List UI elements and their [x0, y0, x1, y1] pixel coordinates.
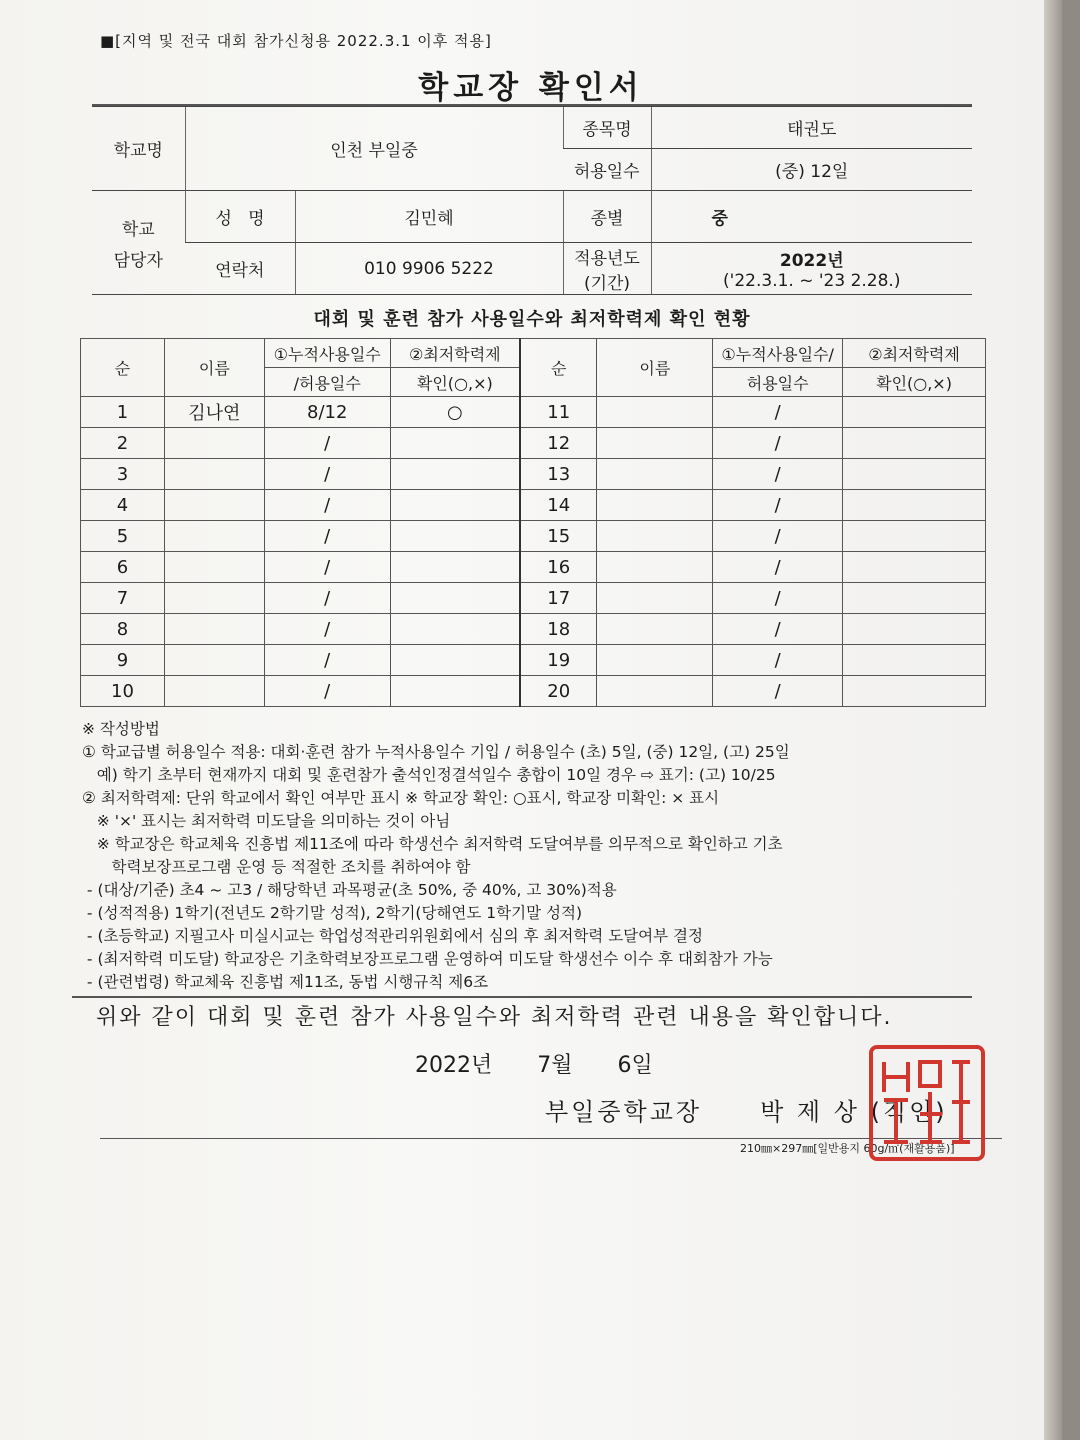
manager-label — [92, 191, 185, 295]
row-days-right: / — [713, 428, 843, 459]
row-days-right: / — [713, 521, 843, 552]
row-days-right: / — [713, 583, 843, 614]
row-check-left — [390, 521, 520, 552]
header-name-left: 이름 — [164, 339, 264, 397]
row-check-left — [390, 490, 520, 521]
row-days-right: / — [713, 459, 843, 490]
row-check-left — [390, 459, 520, 490]
row-days-left: 8/12 — [264, 397, 390, 428]
row-name-left: 김나연 — [164, 397, 264, 428]
school-label: 학교명 — [92, 107, 185, 191]
row-days-right: / — [713, 552, 843, 583]
row-number-left: 7 — [81, 583, 165, 614]
row-name-left — [164, 583, 264, 614]
row-number-right: 12 — [520, 428, 597, 459]
row-name-right — [597, 397, 713, 428]
note-line: - (관련법령) 학교체육 진흥법 제11조, 동법 시행규칙 제6조 — [82, 973, 489, 991]
paper-edge — [1044, 0, 1062, 1440]
row-check-right — [843, 552, 986, 583]
note-line: - (최저학력 미도달) 학교장은 기초학력보장프로그램 운영하여 미도달 학생선수 이수 후 대회참가 가능 — [82, 950, 773, 968]
note-line: ※ '×' 표시는 최저학력 미도달을 의미하는 것이 아님 — [82, 812, 451, 830]
period-label-line1: 적용년도 — [574, 248, 640, 269]
row-check-left — [390, 583, 520, 614]
type-value: 중 — [651, 191, 972, 243]
row-number-right: 13 — [520, 459, 597, 490]
row-name-left — [164, 521, 264, 552]
row-name-left — [164, 459, 264, 490]
school-value: 인천 부일중 — [185, 107, 563, 191]
date-year: 2022년 — [415, 1053, 493, 1078]
official-seal — [866, 1042, 988, 1164]
header-days-right-2: 허용일수 — [713, 368, 843, 397]
row-name-left — [164, 645, 264, 676]
row-number-left: 3 — [81, 459, 165, 490]
row-days-right: / — [713, 490, 843, 521]
note-line: ② 최저학력제: 단위 학교에서 확인 여부만 표시 ※ 학교장 확인: ○표시, 학교장 미확인: × 표시 — [82, 789, 720, 807]
header-check-left-1: ②최저학력제 — [390, 339, 520, 368]
row-days-left: / — [264, 428, 390, 459]
row-number-left: 5 — [81, 521, 165, 552]
row-number-left: 6 — [81, 552, 165, 583]
row-check-right — [843, 459, 986, 490]
footer-note: 210㎜×297㎜[일반용지 60g/㎡(재활용품)] — [740, 1142, 955, 1155]
row-number-right: 14 — [520, 490, 597, 521]
manager-label-line2: 담당자 — [113, 250, 163, 271]
period-range: ('22.3.1. ~ '23 2.28.) — [723, 271, 901, 291]
header-note: ■[지역 및 전국 대회 참가신청용 2022.3.1 이후 적용] — [100, 32, 492, 50]
row-name-left — [164, 676, 264, 707]
allowed-label: 허용일수 — [563, 149, 651, 191]
row-number-left: 10 — [81, 676, 165, 707]
row-days-right: / — [713, 397, 843, 428]
note-line: ① 학교급별 허용일수 적용: 대회·훈련 참가 누적사용일수 기입 / 허용일수 (초) 5일, (중) 12일, (고) 25일 — [82, 743, 790, 761]
row-number-left: 9 — [81, 645, 165, 676]
signature-name: 박 제 상 — [760, 1098, 860, 1126]
row-name-left — [164, 428, 264, 459]
row-days-right: / — [713, 614, 843, 645]
status-table — [80, 338, 986, 707]
header-check-right-1: ②최저학력제 — [843, 339, 986, 368]
allowed-value: (중) 12일 — [651, 149, 972, 191]
row-number-right: 18 — [520, 614, 597, 645]
row-name-right — [597, 645, 713, 676]
row-check-right — [843, 676, 986, 707]
row-check-left: ○ — [390, 397, 520, 428]
row-check-left — [390, 428, 520, 459]
header-days-right-1: ①누적사용일수/ — [713, 339, 843, 368]
header-days-left-1: ①누적사용일수 — [264, 339, 390, 368]
row-name-right — [597, 490, 713, 521]
table-row — [81, 397, 986, 428]
table-row — [81, 552, 986, 583]
row-check-left — [390, 552, 520, 583]
row-days-left: / — [264, 459, 390, 490]
contact-label: 연락처 — [185, 243, 295, 295]
row-check-left — [390, 645, 520, 676]
row-name-right — [597, 614, 713, 645]
date — [415, 1048, 691, 1079]
row-name-right — [597, 583, 713, 614]
row-check-right — [843, 521, 986, 552]
row-days-left: / — [264, 583, 390, 614]
page-title: 학교장 확인서 — [418, 70, 644, 106]
note-line: - (성적적용) 1학기(전년도 2학기말 성적), 2학기(당해연도 1학기말 성적) — [82, 904, 582, 922]
row-check-right — [843, 614, 986, 645]
header-check-right-2: 확인(○,×) — [843, 368, 986, 397]
confirm-text: 위와 같이 대회 및 훈련 참가 사용일수와 최저학력 관련 내용을 확인합니다. — [96, 1005, 893, 1030]
row-days-left: / — [264, 552, 390, 583]
sport-label: 종목명 — [563, 107, 651, 149]
table-row — [81, 459, 986, 490]
row-number-left: 2 — [81, 428, 165, 459]
signature-seal-word: (직인) — [870, 1098, 948, 1126]
header-days-left-2: /허용일수 — [264, 368, 390, 397]
period-value — [651, 243, 972, 295]
row-name-left — [164, 552, 264, 583]
row-number-left: 4 — [81, 490, 165, 521]
row-check-left — [390, 676, 520, 707]
notes — [82, 718, 1002, 994]
note-line: - (초등학교) 지필고사 미실시교는 학업성적관리위원회에서 심의 후 최저학력 도달여부 결정 — [82, 927, 703, 945]
row-name-right — [597, 676, 713, 707]
row-days-left: / — [264, 645, 390, 676]
info-table — [92, 106, 972, 295]
row-number-right: 20 — [520, 676, 597, 707]
note-line: 학력보장프로그램 운영 등 적절한 조치를 취하여야 함 — [82, 858, 471, 876]
row-name-right — [597, 459, 713, 490]
row-days-left: / — [264, 490, 390, 521]
table-title: 대회 및 훈련 참가 사용일수와 최저학력제 확인 현황 — [313, 309, 751, 330]
table-row — [81, 583, 986, 614]
row-check-right — [843, 583, 986, 614]
date-day: 6일 — [617, 1053, 653, 1078]
row-name-left — [164, 490, 264, 521]
row-number-right: 11 — [520, 397, 597, 428]
row-name-right — [597, 428, 713, 459]
row-check-right — [843, 490, 986, 521]
table-row — [81, 521, 986, 552]
table-row — [81, 428, 986, 459]
note-line: 예) 학기 초부터 현재까지 대회 및 훈련참가 출석인정결석일수 총합이 10일 경우 ⇨ 표기: (고) 10/25 — [82, 766, 776, 784]
note-line: ※ 학교장은 학교체육 진흥법 제11조에 따라 학생선수 최저학력 도달여부를 의무적으로 확인하고 기초 — [82, 835, 783, 853]
row-check-right — [843, 397, 986, 428]
signature-school: 부일중학교장 — [545, 1098, 703, 1126]
header-no-right: 순 — [520, 339, 597, 397]
sport-value: 태권도 — [651, 107, 972, 149]
row-number-left: 8 — [81, 614, 165, 645]
note-line: ※ 작성방법 — [82, 720, 160, 738]
row-check-left — [390, 614, 520, 645]
table-row — [81, 490, 986, 521]
row-check-right — [843, 645, 986, 676]
period-label-line2: (기간) — [583, 273, 631, 294]
table-row — [81, 645, 986, 676]
date-month: 7월 — [537, 1053, 573, 1078]
row-days-left: / — [264, 614, 390, 645]
period-year: 2022년 — [779, 251, 844, 271]
header-no-left: 순 — [81, 339, 165, 397]
header-name-right: 이름 — [597, 339, 713, 397]
type-label: 종별 — [563, 191, 651, 243]
row-name-right — [597, 521, 713, 552]
name-value: 김민혜 — [295, 191, 563, 243]
period-label — [563, 243, 651, 295]
row-number-right: 16 — [520, 552, 597, 583]
row-number-right: 17 — [520, 583, 597, 614]
table-row — [81, 614, 986, 645]
row-name-left — [164, 614, 264, 645]
row-name-right — [597, 552, 713, 583]
contact-value: 010 9906 5222 — [295, 243, 563, 295]
seal-glyphs — [884, 1062, 970, 1142]
row-days-right: / — [713, 645, 843, 676]
note-line: - (대상/기준) 초4 ~ 고3 / 해당학년 과목평균(초 50%, 중 40%, 고 30%)적용 — [82, 881, 617, 899]
name-label: 성 명 — [185, 191, 295, 243]
row-number-right: 15 — [520, 521, 597, 552]
row-days-left: / — [264, 521, 390, 552]
row-number-left: 1 — [81, 397, 165, 428]
row-number-right: 19 — [520, 645, 597, 676]
table-row — [81, 676, 986, 707]
header-check-left-2: 확인(○,×) — [390, 368, 520, 397]
row-check-right — [843, 428, 986, 459]
manager-label-line1: 학교 — [121, 219, 155, 240]
row-days-left: / — [264, 676, 390, 707]
row-days-right: / — [713, 676, 843, 707]
notes-rule — [72, 996, 972, 998]
